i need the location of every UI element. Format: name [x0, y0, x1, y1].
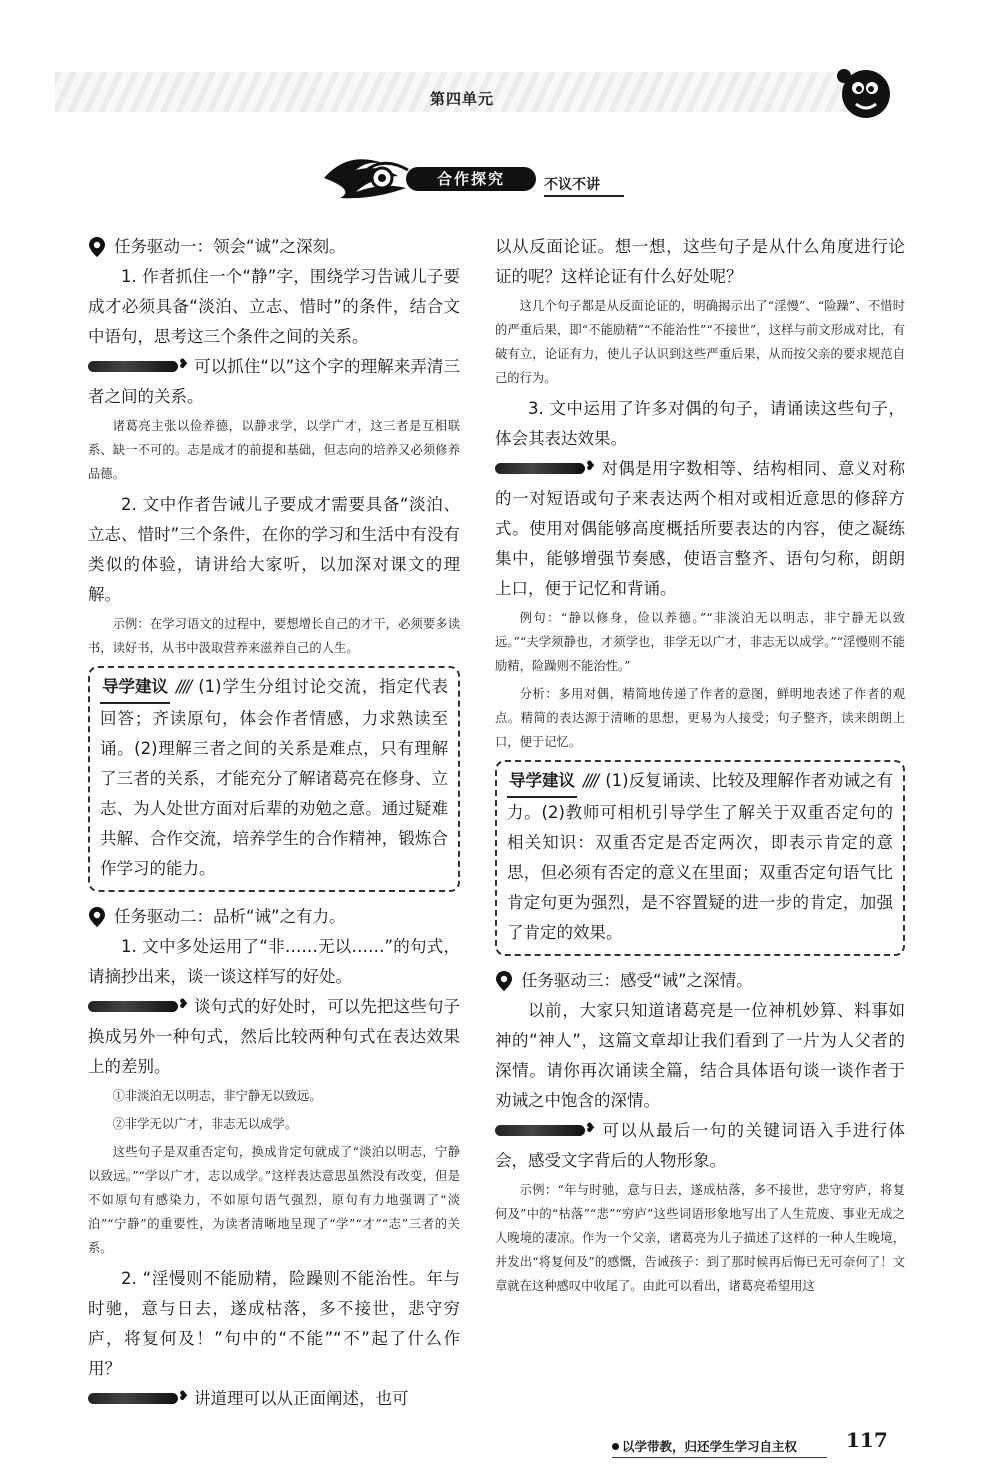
task-heading — [88, 902, 460, 932]
hint-text: 可以从最后一句的关键词语入手进行体会，感受文字背后的人物形象。 — [495, 1121, 905, 1170]
guide-text: (1)学生分组讨论交流，指定代表回答；齐读原句，体会作者情感，力求熟读至诵。(2)理解三者之间的关系是难点，只有理解了三者的关系，才能充分了解诸葛亮在修身、立志、为人处世方面对后辈的劝勉之意。通过疑难共解、合作交流，培养学生的合作精神，锻炼合作学习的能力。 — [100, 677, 448, 878]
guide-label: 导学建议 — [100, 672, 170, 704]
mascot-icon — [830, 58, 900, 128]
task-title: 任务驱动二：品析“诫”之有力。 — [114, 907, 346, 926]
task-heading — [495, 966, 905, 996]
hint — [495, 1116, 905, 1176]
left-column — [88, 232, 460, 1414]
hint-icon: ❥ — [495, 460, 597, 475]
answer: 诸葛亮主张以俭养德，以静求学，以学广才，这三者是互相联系、缺一不可的。志是成才的前提和基础，但志向的培养又必须修养品德。 — [88, 419, 460, 481]
page-number: 117 — [846, 1428, 888, 1452]
section-subtitle: 不议不讲 — [544, 177, 600, 193]
slashes-icon: //// — [583, 771, 598, 790]
hint — [88, 352, 460, 412]
right-column — [495, 232, 905, 1302]
bullet-icon — [612, 1443, 619, 1450]
location-pin-icon — [88, 236, 106, 258]
footer-text: 以学带教，归还学生学习自主权 — [622, 1439, 798, 1454]
slashes-icon: //// — [176, 677, 191, 696]
answer: 这些句子是双重否定句，换成肯定句就成了“淡泊以明志，宁静以致远。”“学以广才，志以成学。”这样表达意思虽然没有改变，但是不如原句有感染力，不如原句语气强烈，原句有力地强调了“淡泊”“宁静”的重要性，为读者清晰地呈现了“学”“才”“志”三者的关系。 — [88, 1145, 460, 1255]
hint-text: 可以抓住“以”这个字的理解来弄清三者之间的关系。 — [88, 357, 460, 406]
answer: 例句：“静以修身，俭以养德。”“非淡泊无以明志，非宁静无以致远。”“夫学须静也，才须学也，非学无以广才，非志无以成学。”“淫慢则不能励精，险躁则不能治性。” — [495, 611, 905, 673]
task-heading — [88, 232, 460, 262]
hint-text: 谈句式的好处时，可以先把这些句子换成另外一种句式，然后比较两种句式在表达效果上的差别。 — [88, 997, 460, 1076]
unit-title: 第四单元 — [430, 90, 495, 108]
answer: ①非淡泊无以明志，非宁静无以致远。 — [112, 1089, 322, 1103]
footer-divider — [612, 1457, 827, 1458]
location-pin-icon — [88, 906, 106, 928]
question: 1. 文中多处运用了“非……无以……”的句式，请摘抄出来，谈一谈这样写的好处。 — [88, 937, 460, 986]
question: 1. 作者抓住一个“静”字，围绕学习告诫儿子要成才必须具备“淡泊、立志、惜时”的条件，结合文中语句，思考这三个条件之间的关系。 — [88, 267, 460, 346]
footer-slogan — [612, 1437, 797, 1455]
question: 3. 文中运用了许多对偶的句子，请诵读这些句子，体会其表达效果。 — [495, 399, 905, 448]
guide-box — [495, 760, 905, 956]
question: 2. 文中作者告诫儿子要成才需要具备“淡泊、立志、惜时”三个条件，在你的学习和生活中有没有类似的体验，请讲给大家听，以加深对课文的理解。 — [88, 495, 460, 604]
answer: ②非学无以广才，非志无以成学。 — [112, 1117, 298, 1131]
guide-label: 导学建议 — [507, 766, 577, 798]
hint-icon: ❥ — [88, 358, 190, 373]
question: 以前，大家只知道诸葛亮是一位神机妙算、料事如神的“神人”，这篇文章却让我们看到了一片为人父者的深情。请你再次诵读全篇，结合具体语句谈一谈作者于劝诫之中饱含的深情。 — [495, 1001, 905, 1110]
hint — [88, 1384, 460, 1414]
answer: 分析：多用对偶，精简地传递了作者的意图，鲜明地表述了作者的观点。精简的表达源于清晰的思想，更易为人接受；句子整齐，读来朗朗上口，便于记忆。 — [495, 687, 905, 749]
section-banner: 合作探究 — [406, 167, 536, 191]
hint-icon: ❥ — [88, 998, 190, 1013]
hint-icon: ❥ — [495, 1122, 597, 1137]
hint-icon: ❥ — [88, 1390, 190, 1405]
location-pin-icon — [495, 970, 513, 992]
guide-box — [88, 666, 460, 892]
answer: 这几个句子都是从反面论证的，明确揭示出了“淫慢”、“险躁”、不惜时的严重后果，即“不能励精”“不能治性”“不接世”，这样与前文形成对比，有破有立，论证有力，使儿子认识到这些严重后果，从而按父亲的要求规范自己的行为。 — [495, 299, 905, 385]
divider — [544, 195, 624, 197]
hint — [88, 992, 460, 1082]
task-title: 任务驱动三：感受“诫”之深情。 — [521, 971, 753, 990]
hint-text: 对偶是用字数相等、结构相同、意义对称的一对短语或句子来表达两个相对或相近意思的修辞方式。使用对偶能够高度概括所要表达的内容，使之凝练集中，能够增强节奏感，使语言整齐、语句匀称，朗朗上口，便于记忆和背诵。 — [495, 459, 905, 598]
guide-text: (1)反复诵读、比较及理解作者劝诫之有力。(2)教师可相机引导学生了解关于双重否定句的相关知识：双重否定是否定两次，即表示肯定的意思，但必须有否定的意义在里面；双重否定句语气比肯定句更为强烈，是不容置疑的进一步的肯定，加强了肯定的效果。 — [507, 771, 893, 942]
question-continued: 以从反面论证。想一想，这些句子是从什么角度进行论证的呢？这样论证有什么好处呢？ — [495, 237, 905, 286]
hint-text: 讲道理可以从正面阐述，也可 — [194, 1389, 409, 1408]
task-title: 任务驱动一：领会“诚”之深刻。 — [114, 237, 346, 256]
hint — [495, 454, 905, 604]
question: 2. “淫慢则不能励精，险躁则不能治性。年与时驰，意与日去，遂成枯落，多不接世，悲守穷庐，将复何及！”句中的“不能”“不”起了什么作用？ — [88, 1269, 460, 1378]
answer: 示例：“年与时驰，意与日去，遂成枯落，多不接世，悲守穷庐，将复何及”中的“枯落”“悲”“穷庐”这些词语形象地写出了人生荒废、事业无成之人晚境的凄凉。作为一个父亲，诸葛亮为儿子描述了这样的一种人生晚境，并发出“将复何及”的感慨，告诫孩子：到了那时候再后悔已无可奈何了！文章就在这种感叹中收尾了。由此可以看出，诸葛亮希望用这 — [495, 1183, 905, 1293]
answer: 示例：在学习语文的过程中，要想增长自己的才干，必须要多读书，读好书，从书中汲取营养来滋养自己的人生。 — [88, 617, 460, 655]
